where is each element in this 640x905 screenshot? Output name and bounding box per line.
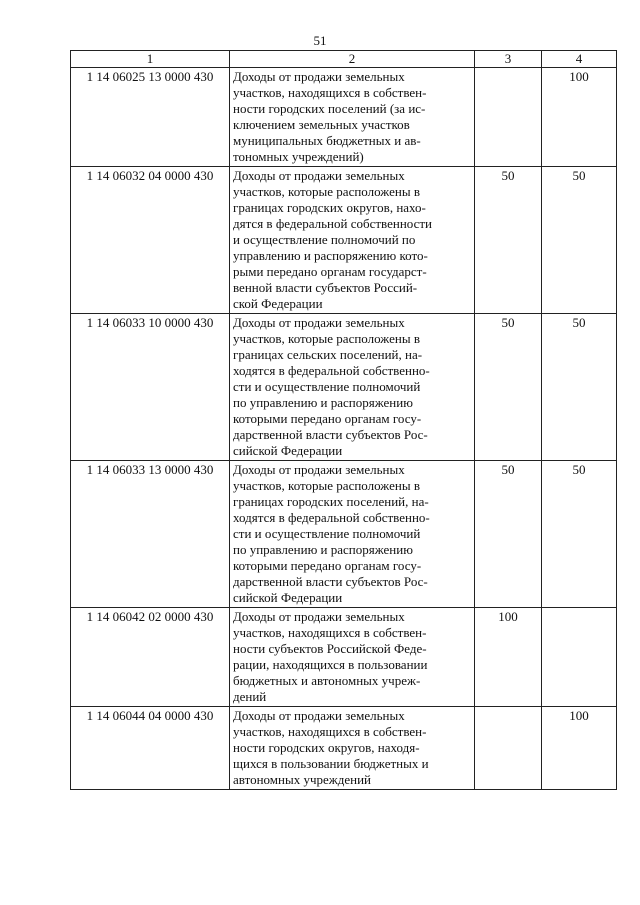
- description-line: дятся в федеральной собственности: [233, 216, 433, 231]
- revenue-code: 1 14 06025 13 0000 430: [71, 68, 230, 167]
- table-row: [71, 608, 617, 707]
- revenue-description: [230, 461, 475, 608]
- description-line: и осуществление полномочий по: [233, 232, 416, 247]
- column-header-2: 2: [230, 51, 475, 68]
- column-3-value: 50: [475, 314, 542, 461]
- description-line: участков, находящихся в собствен-: [233, 625, 427, 640]
- revenue-description: [230, 167, 475, 314]
- description-line: границах городских поселений, на-: [233, 494, 429, 509]
- column-header-3: 3: [475, 51, 542, 68]
- column-3-value: [475, 68, 542, 167]
- column-4-value: 50: [542, 461, 617, 608]
- description-line: Доходы от продажи земельных: [233, 168, 405, 183]
- description-line: рыми передано органам государст-: [233, 264, 427, 279]
- description-line: дарственной власти субъектов Рос-: [233, 574, 428, 589]
- column-4-value: 50: [542, 314, 617, 461]
- revenue-code: 1 14 06044 04 0000 430: [71, 707, 230, 790]
- revenue-description: [230, 608, 475, 707]
- description-line: сти и осуществление полномочий: [233, 379, 421, 394]
- description-line: Доходы от продажи земельных: [233, 462, 405, 477]
- revenue-description: [230, 314, 475, 461]
- description-line: участков, которые расположены в: [233, 478, 420, 493]
- description-line: ности субъектов Российской Феде-: [233, 641, 427, 656]
- table-row: [71, 68, 617, 167]
- description-line: границах городских округов, нахо-: [233, 200, 426, 215]
- description-line: ходятся в федеральной собственно-: [233, 363, 430, 378]
- description-line: по управлению и распоряжению: [233, 395, 413, 410]
- description-line: участков, находящихся в собствен-: [233, 85, 427, 100]
- column-header-1: 1: [71, 51, 230, 68]
- description-line: участков, которые расположены в: [233, 331, 420, 346]
- revenue-description: [230, 707, 475, 790]
- description-line: участков, находящихся в собствен-: [233, 724, 427, 739]
- table-row: [71, 167, 617, 314]
- description-line: ности городских поселений (за ис-: [233, 101, 426, 116]
- description-line: ключением земельных участков: [233, 117, 410, 132]
- description-line: которыми передано органам госу-: [233, 558, 422, 573]
- column-4-value: [542, 608, 617, 707]
- page-number: 51: [313, 33, 327, 48]
- description-line: ской Федерации: [233, 296, 323, 311]
- table-row: [71, 461, 617, 608]
- column-4-value: 100: [542, 68, 617, 167]
- description-line: рации, находящихся в пользовании: [233, 657, 428, 672]
- description-line: Доходы от продажи земельных: [233, 708, 405, 723]
- description-line: ходятся в федеральной собственно-: [233, 510, 430, 525]
- header-row: [71, 51, 617, 68]
- description-line: Доходы от продажи земельных: [233, 609, 405, 624]
- column-3-value: [475, 707, 542, 790]
- column-3-value: 100: [475, 608, 542, 707]
- table-row: [71, 707, 617, 790]
- column-header-4: 4: [542, 51, 617, 68]
- revenue-code: 1 14 06033 10 0000 430: [71, 314, 230, 461]
- description-line: участков, которые расположены в: [233, 184, 420, 199]
- description-line: дений: [233, 689, 267, 704]
- description-line: автономных учреждений: [233, 772, 372, 787]
- description-line: бюджетных и автономных учреж-: [233, 673, 421, 688]
- description-line: муниципальных бюджетных и ав-: [233, 133, 421, 148]
- revenue-code: 1 14 06042 02 0000 430: [71, 608, 230, 707]
- description-line: дарственной власти субъектов Рос-: [233, 427, 428, 442]
- description-line: сийской Федерации: [233, 590, 343, 605]
- revenue-description: [230, 68, 475, 167]
- column-4-value: 100: [542, 707, 617, 790]
- description-line: сийской Федерации: [233, 443, 343, 458]
- description-line: щихся в пользовании бюджетных и: [233, 756, 429, 771]
- description-line: которыми передано органам госу-: [233, 411, 422, 426]
- description-line: границах сельских поселений, на-: [233, 347, 423, 362]
- column-4-value: 50: [542, 167, 617, 314]
- description-line: управлению и распоряжению кото-: [233, 248, 428, 263]
- description-line: тономных учреждений): [233, 149, 364, 164]
- description-line: Доходы от продажи земельных: [233, 69, 405, 84]
- revenue-codes-table: [70, 50, 617, 790]
- description-line: сти и осуществление полномочий: [233, 526, 421, 541]
- description-line: ности городских округов, находя-: [233, 740, 420, 755]
- description-line: Доходы от продажи земельных: [233, 315, 405, 330]
- table-row: [71, 314, 617, 461]
- description-line: венной власти субъектов Россий-: [233, 280, 418, 295]
- column-3-value: 50: [475, 167, 542, 314]
- revenue-code: 1 14 06033 13 0000 430: [71, 461, 230, 608]
- description-line: по управлению и распоряжению: [233, 542, 413, 557]
- revenue-code: 1 14 06032 04 0000 430: [71, 167, 230, 314]
- column-3-value: 50: [475, 461, 542, 608]
